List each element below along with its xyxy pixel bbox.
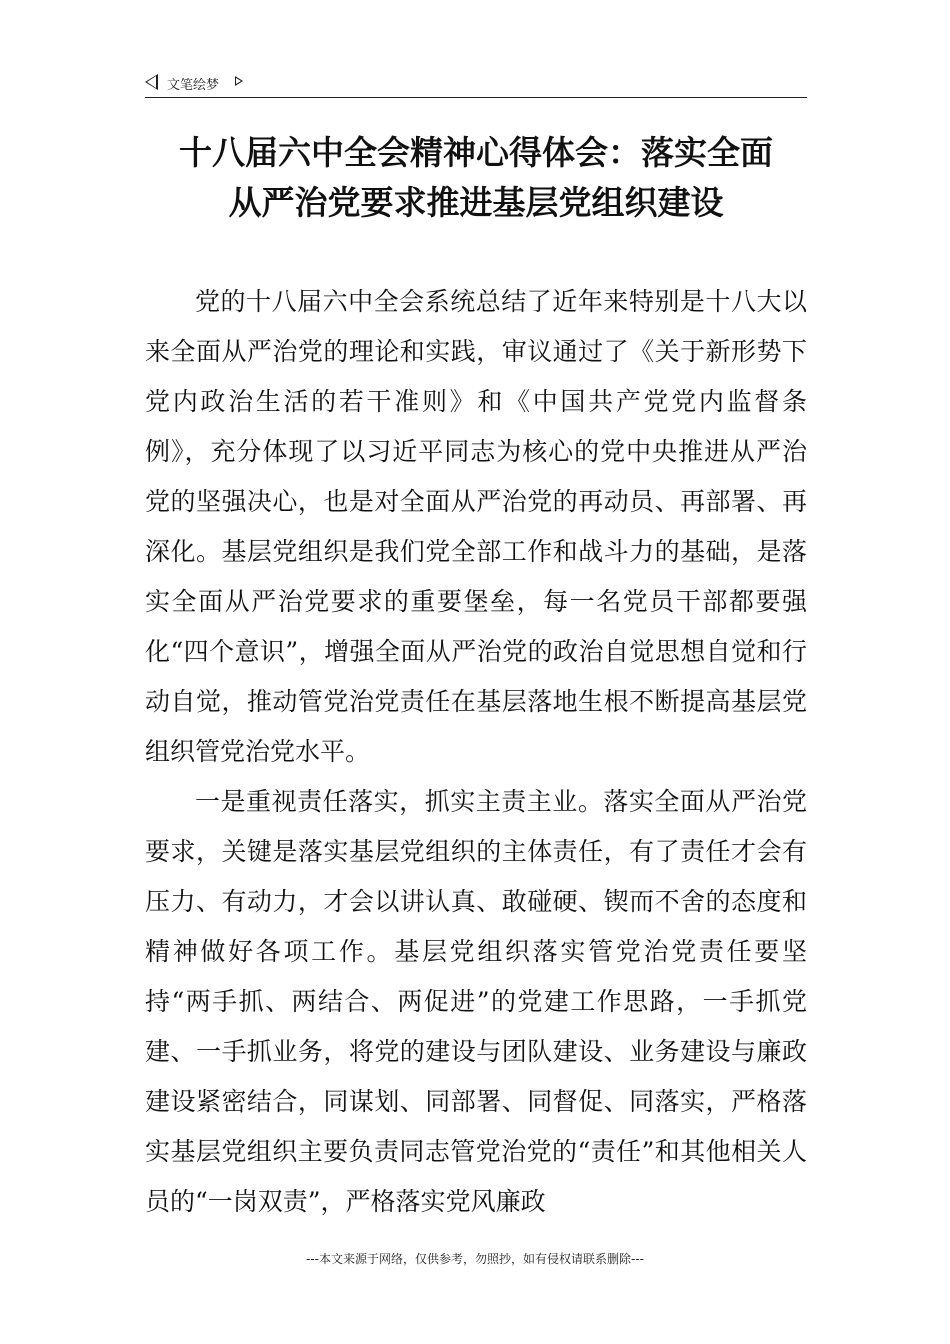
header-brand: 文笔绘梦 <box>167 78 220 93</box>
title-line-1: 十八届六中全会精神心得体会：落实全面 <box>179 133 773 172</box>
left-triangle-icon <box>145 74 158 90</box>
header-divider <box>145 97 807 98</box>
page-header <box>145 70 807 96</box>
document-body <box>145 277 807 1227</box>
right-triangle-icon <box>235 76 243 86</box>
body-paragraph: 一是重视责任落实，抓实主责主业。落实全面从严治党要求，关键是落实基层党组织的主体责任，有了责任才会有压力、有动力，才会以讲认真、敢碰硬、锲而不舍的态度和精神做好各项工作。基层党组织落实管党治党责任要坚持“两手抓、两结合、两促进”的党建工作思路，一手抓党建、一手抓业务，将党的建设与团队建设、业务建设与廉政建设紧密结合，同谋划、同部署、同督促、同落实，严格落实基层党组织主要负责同志管党治党的“责任”和其他相关人员的“一岗双责”，严格落实党风廉政 <box>145 787 807 1216</box>
page-footer: ---本文来源于网络，仅供参考，勿照抄，如有侵权请联系删除--- <box>306 1252 644 1266</box>
title-line-2: 从严治党要求推进基层党组织建设 <box>228 183 724 222</box>
document-title <box>145 128 807 228</box>
body-paragraph: 党的十八届六中全会系统总结了近年来特别是十八大以来全面从严治党的理论和实践，审议通过了《关于新形势下党内政治生活的若干准则》和《中国共产党党内监督条例》，充分体现了以习近平同志为核心的党中央推进从严治党的坚强决心，也是对全面从严治党的再动员、再部署、再深化。基层党组织是我们党全部工作和战斗力的基础，是落实全面从严治党要求的重要堡垒，每一名党员干部都要强化“四个意识”，增强全面从严治党的政治自觉思想自觉和行动自觉，推动管党治党责任在基层落地生根不断提高基层党组织管党治党水平。 <box>145 287 807 766</box>
